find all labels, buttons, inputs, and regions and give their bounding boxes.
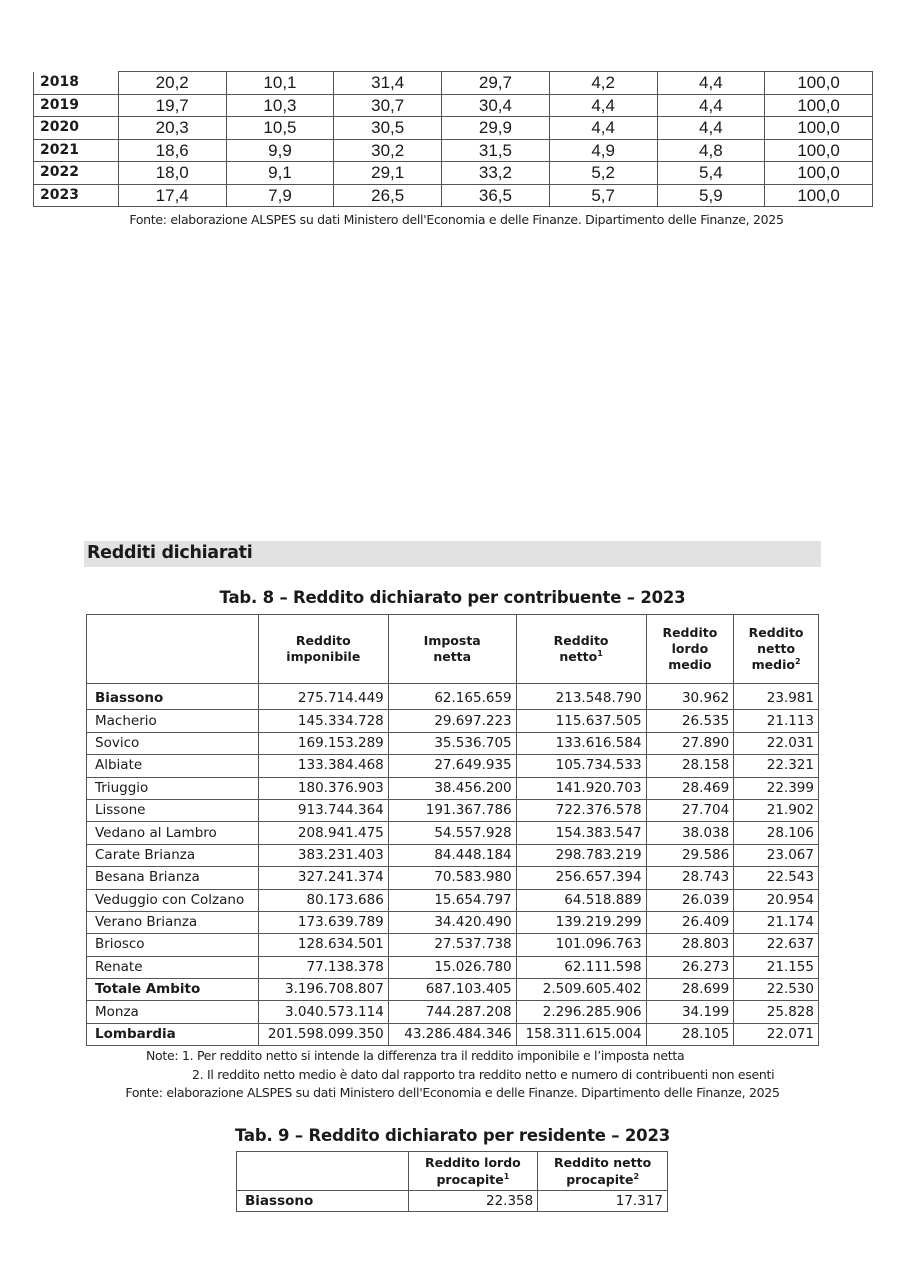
value-cell: 23.067 <box>734 844 819 866</box>
value-cell: 4,4 <box>549 94 657 117</box>
value-cell: 20.954 <box>734 889 819 911</box>
year-cell: 2021 <box>34 139 119 162</box>
municipality-name: Monza <box>87 1001 259 1023</box>
table-row <box>87 1001 819 1023</box>
table-row <box>87 710 819 732</box>
value-cell: 17.317 <box>538 1191 668 1212</box>
table-8-title: Tab. 8 – Reddito dichiarato per contribuente – 2023 <box>219 588 686 607</box>
value-cell: 9,1 <box>226 162 334 185</box>
table-row <box>87 822 819 844</box>
value-cell: 22.358 <box>408 1191 538 1212</box>
value-cell: 100,0 <box>765 162 873 185</box>
value-cell: 28.106 <box>734 822 819 844</box>
value-cell: 10,5 <box>226 117 334 140</box>
value-cell: 22.399 <box>734 777 819 799</box>
value-cell: 105.734.533 <box>516 755 646 777</box>
value-cell: 141.920.703 <box>516 777 646 799</box>
value-cell: 29.697.223 <box>388 710 516 732</box>
value-cell: 5,2 <box>549 162 657 185</box>
table-8-header-col: Imposta netta <box>388 615 516 684</box>
table-row <box>87 844 819 866</box>
value-cell: 154.383.547 <box>516 822 646 844</box>
year-cell: 2019 <box>34 94 119 117</box>
table-row <box>87 889 819 911</box>
table-7-continuation <box>33 71 873 207</box>
value-cell: 36,5 <box>442 184 550 207</box>
value-cell: 133.384.468 <box>258 755 388 777</box>
year-cell: 2018 <box>34 72 119 95</box>
value-cell: 22.530 <box>734 979 819 1001</box>
value-cell: 10,3 <box>226 94 334 117</box>
section-title: Redditi dichiarati <box>87 543 253 563</box>
value-cell: 27.890 <box>646 732 734 754</box>
value-cell: 173.639.789 <box>258 911 388 933</box>
value-cell: 4,4 <box>657 72 765 95</box>
table-9-header-col: Reddito lordo procapite$^1$ <box>408 1152 538 1191</box>
value-cell: 25.828 <box>734 1001 819 1023</box>
table-row <box>87 867 819 889</box>
table-8-header-row <box>87 615 819 684</box>
value-cell: 21.174 <box>734 911 819 933</box>
value-cell: 100,0 <box>765 117 873 140</box>
value-cell: 29,9 <box>442 117 550 140</box>
year-cell: 2022 <box>34 162 119 185</box>
value-cell: 15.654.797 <box>388 889 516 911</box>
value-cell: 4,4 <box>657 94 765 117</box>
value-cell: 33,2 <box>442 162 550 185</box>
table-8-source: Fonte: elaborazione ALSPES su dati Ministero dell'Economia e delle Finanze. Dipartimento delle Finanze, 2025 <box>125 1085 780 1100</box>
value-cell: 133.616.584 <box>516 732 646 754</box>
municipality-name: Renate <box>87 956 259 978</box>
municipality-name: Verano Brianza <box>87 911 259 933</box>
value-cell: 20,3 <box>118 117 226 140</box>
value-cell: 180.376.903 <box>258 777 388 799</box>
value-cell: 28.803 <box>646 934 734 956</box>
value-cell: 30,7 <box>334 94 442 117</box>
table-row <box>34 72 873 95</box>
value-cell: 30,4 <box>442 94 550 117</box>
value-cell: 3.040.573.114 <box>258 1001 388 1023</box>
value-cell: 128.634.501 <box>258 934 388 956</box>
value-cell: 27.537.738 <box>388 934 516 956</box>
table-row <box>87 755 819 777</box>
value-cell: 26.535 <box>646 710 734 732</box>
value-cell: 100,0 <box>765 94 873 117</box>
value-cell: 62.165.659 <box>388 684 516 710</box>
value-cell: 744.287.208 <box>388 1001 516 1023</box>
value-cell: 64.518.889 <box>516 889 646 911</box>
table-9-header-col: Reddito netto procapite$^2$ <box>538 1152 668 1191</box>
value-cell: 38.456.200 <box>388 777 516 799</box>
value-cell: 17,4 <box>118 184 226 207</box>
municipality-name: Carate Brianza <box>87 844 259 866</box>
municipality-name: Lissone <box>87 799 259 821</box>
value-cell: 327.241.374 <box>258 867 388 889</box>
table-8-notes <box>146 1046 774 1084</box>
table-row <box>34 94 873 117</box>
value-cell: 2.296.285.906 <box>516 1001 646 1023</box>
value-cell: 34.420.490 <box>388 911 516 933</box>
value-cell: 275.714.449 <box>258 684 388 710</box>
value-cell: 208.941.475 <box>258 822 388 844</box>
value-cell: 18,6 <box>118 139 226 162</box>
value-cell: 22.543 <box>734 867 819 889</box>
note-1: Note: 1. Per reddito netto si intende la differenza tra il reddito imponibile e l’imposta netta <box>146 1048 685 1063</box>
value-cell: 4,2 <box>549 72 657 95</box>
value-cell: 687.103.405 <box>388 979 516 1001</box>
value-cell: 30,5 <box>334 117 442 140</box>
table-9-title: Tab. 9 – Reddito dichiarato per residente – 2023 <box>234 1126 671 1145</box>
value-cell: 80.173.686 <box>258 889 388 911</box>
value-cell: 4,9 <box>549 139 657 162</box>
value-cell: 383.231.403 <box>258 844 388 866</box>
value-cell: 4,8 <box>657 139 765 162</box>
value-cell: 18,0 <box>118 162 226 185</box>
municipality-name: Lombardia <box>87 1023 259 1045</box>
table-row <box>87 979 819 1001</box>
municipality-name: Triuggio <box>87 777 259 799</box>
municipality-name: Totale Ambito <box>87 979 259 1001</box>
table-9-header-empty <box>237 1152 409 1191</box>
value-cell: 145.334.728 <box>258 710 388 732</box>
value-cell: 22.637 <box>734 934 819 956</box>
value-cell: 4,4 <box>657 117 765 140</box>
value-cell: 62.111.598 <box>516 956 646 978</box>
table-8-header-col: Reddito netto$^1$ <box>516 615 646 684</box>
municipality-name: Sovico <box>87 732 259 754</box>
value-cell: 38.038 <box>646 822 734 844</box>
table-row <box>87 1023 819 1045</box>
value-cell: 3.196.708.807 <box>258 979 388 1001</box>
value-cell: 30.962 <box>646 684 734 710</box>
value-cell: 26,5 <box>334 184 442 207</box>
value-cell: 158.311.615.004 <box>516 1023 646 1045</box>
value-cell: 22.321 <box>734 755 819 777</box>
note-2: 2. Il reddito netto medio è dato dal rapporto tra reddito netto e numero di contribuenti non esenti <box>192 1067 775 1082</box>
table-9 <box>236 1151 668 1212</box>
value-cell: 10,1 <box>226 72 334 95</box>
table-row <box>87 732 819 754</box>
table-8-header-col: Reddito netto medio$^2$ <box>734 615 819 684</box>
value-cell: 27.649.935 <box>388 755 516 777</box>
value-cell: 34.199 <box>646 1001 734 1023</box>
value-cell: 5,7 <box>549 184 657 207</box>
value-cell: 31,4 <box>334 72 442 95</box>
municipality-name: Albiate <box>87 755 259 777</box>
value-cell: 20,2 <box>118 72 226 95</box>
table-row <box>34 184 873 207</box>
value-cell: 26.409 <box>646 911 734 933</box>
value-cell: 28.469 <box>646 777 734 799</box>
value-cell: 9,9 <box>226 139 334 162</box>
table-row <box>34 162 873 185</box>
value-cell: 100,0 <box>765 184 873 207</box>
table-7-source: Fonte: elaborazione ALSPES su dati Ministero dell'Economia e delle Finanze. Dipartimento delle Finanze, 2025 <box>129 212 784 227</box>
value-cell: 21.113 <box>734 710 819 732</box>
municipality-name: Besana Brianza <box>87 867 259 889</box>
value-cell: 29.586 <box>646 844 734 866</box>
table-row <box>87 934 819 956</box>
value-cell: 28.699 <box>646 979 734 1001</box>
value-cell: 54.557.928 <box>388 822 516 844</box>
table-8-header-empty <box>87 615 259 684</box>
section-header <box>84 541 821 567</box>
table-row <box>237 1191 668 1212</box>
table-9-header-row <box>237 1152 668 1191</box>
value-cell: 101.096.763 <box>516 934 646 956</box>
value-cell: 722.376.578 <box>516 799 646 821</box>
value-cell: 29,1 <box>334 162 442 185</box>
value-cell: 2.509.605.402 <box>516 979 646 1001</box>
value-cell: 213.548.790 <box>516 684 646 710</box>
value-cell: 15.026.780 <box>388 956 516 978</box>
table-row <box>87 799 819 821</box>
municipality-name: Briosco <box>87 934 259 956</box>
municipality-name: Veduggio con Colzano <box>87 889 259 911</box>
value-cell: 139.219.299 <box>516 911 646 933</box>
value-cell: 19,7 <box>118 94 226 117</box>
value-cell: 21.155 <box>734 956 819 978</box>
municipality-name: Vedano al Lambro <box>87 822 259 844</box>
value-cell: 26.273 <box>646 956 734 978</box>
value-cell: 21.902 <box>734 799 819 821</box>
municipality-name: Macherio <box>87 710 259 732</box>
table-8 <box>86 614 819 1046</box>
municipality-name: Biassono <box>237 1191 409 1212</box>
value-cell: 35.536.705 <box>388 732 516 754</box>
table-8-header-col: Reddito lordo medio <box>646 615 734 684</box>
value-cell: 913.744.364 <box>258 799 388 821</box>
value-cell: 23.981 <box>734 684 819 710</box>
value-cell: 5,9 <box>657 184 765 207</box>
value-cell: 43.286.484.346 <box>388 1023 516 1045</box>
table-row <box>87 777 819 799</box>
value-cell: 100,0 <box>765 139 873 162</box>
year-cell: 2023 <box>34 184 119 207</box>
value-cell: 201.598.099.350 <box>258 1023 388 1045</box>
value-cell: 28.158 <box>646 755 734 777</box>
value-cell: 298.783.219 <box>516 844 646 866</box>
table-row <box>87 956 819 978</box>
value-cell: 31,5 <box>442 139 550 162</box>
value-cell: 115.637.505 <box>516 710 646 732</box>
value-cell: 191.367.786 <box>388 799 516 821</box>
table-row <box>34 139 873 162</box>
value-cell: 256.657.394 <box>516 867 646 889</box>
year-cell: 2020 <box>34 117 119 140</box>
value-cell: 29,7 <box>442 72 550 95</box>
table-row <box>34 117 873 140</box>
municipality-name: Biassono <box>87 684 259 710</box>
value-cell: 27.704 <box>646 799 734 821</box>
value-cell: 30,2 <box>334 139 442 162</box>
value-cell: 77.138.378 <box>258 956 388 978</box>
value-cell: 169.153.289 <box>258 732 388 754</box>
value-cell: 22.071 <box>734 1023 819 1045</box>
value-cell: 4,4 <box>549 117 657 140</box>
value-cell: 7,9 <box>226 184 334 207</box>
table-row <box>87 911 819 933</box>
value-cell: 5,4 <box>657 162 765 185</box>
table-8-header-col: Reddito imponibile <box>258 615 388 684</box>
table-row <box>87 684 819 710</box>
value-cell: 28.105 <box>646 1023 734 1045</box>
value-cell: 84.448.184 <box>388 844 516 866</box>
value-cell: 100,0 <box>765 72 873 95</box>
value-cell: 22.031 <box>734 732 819 754</box>
value-cell: 26.039 <box>646 889 734 911</box>
value-cell: 28.743 <box>646 867 734 889</box>
value-cell: 70.583.980 <box>388 867 516 889</box>
